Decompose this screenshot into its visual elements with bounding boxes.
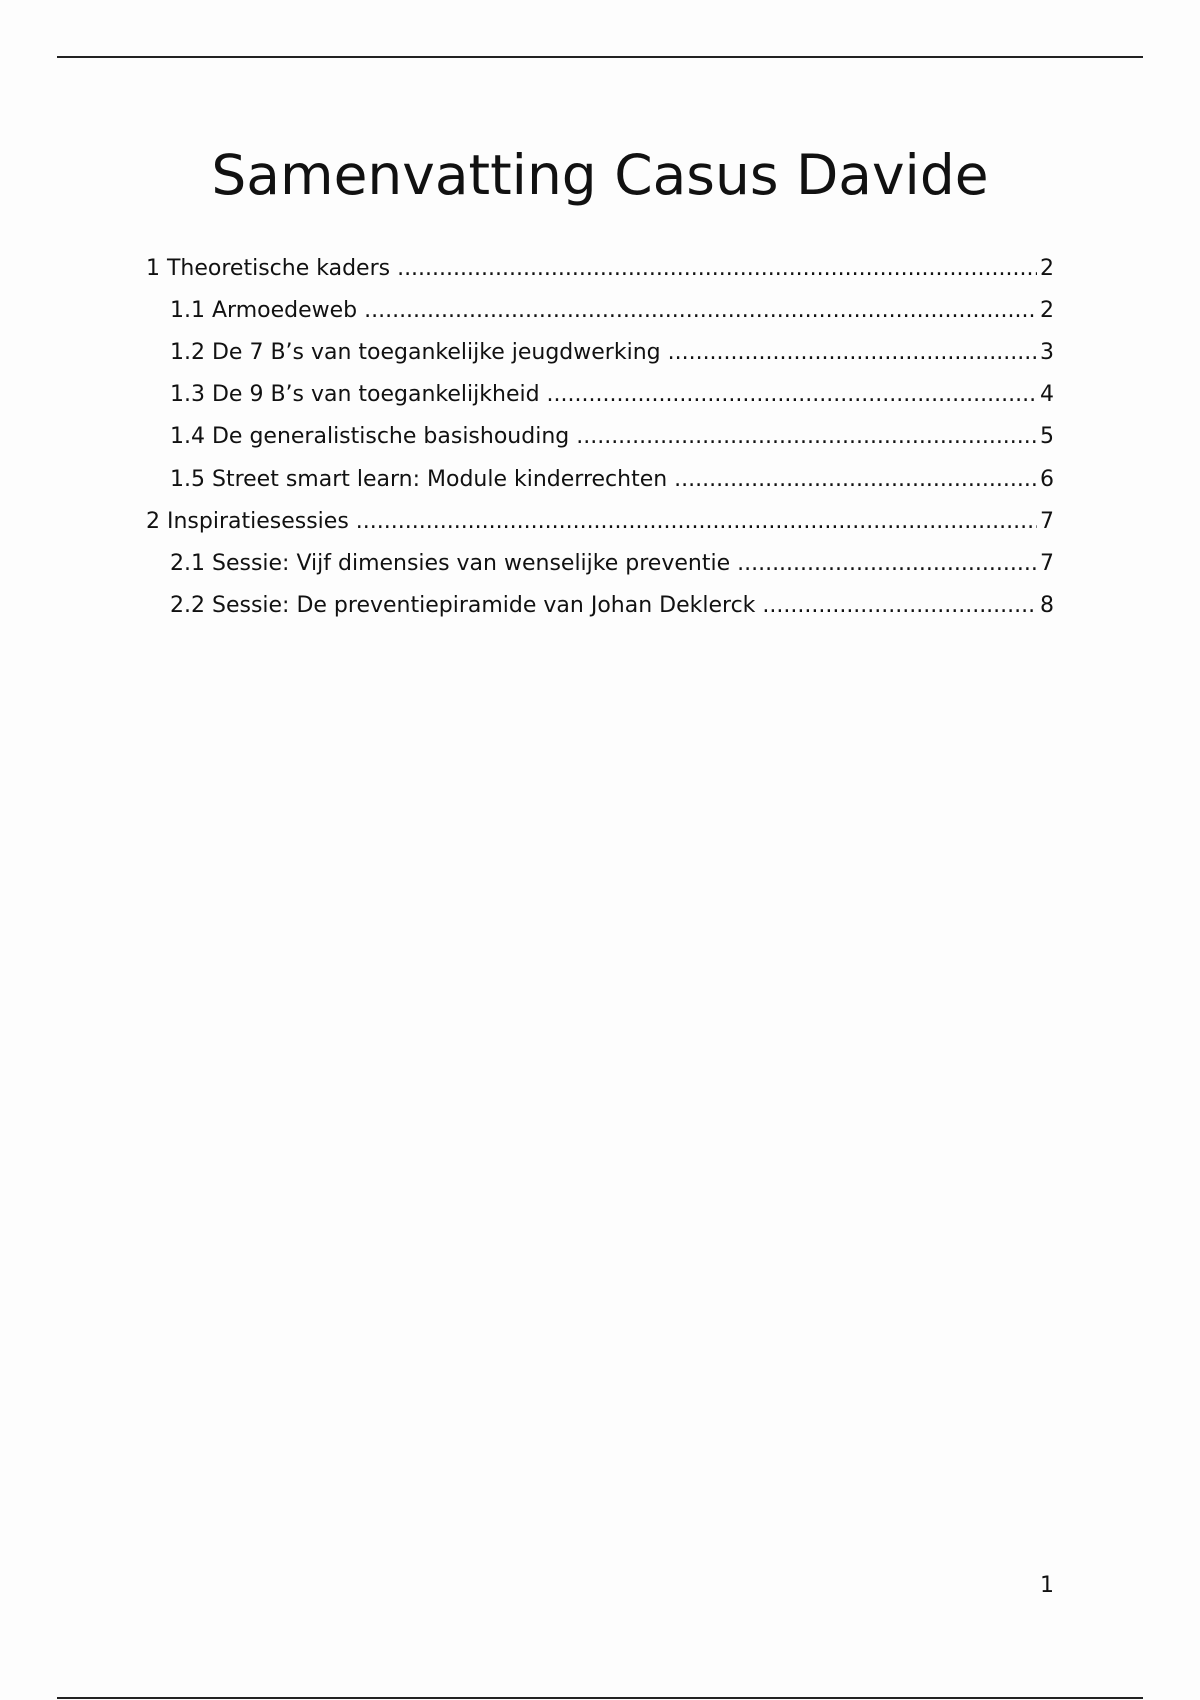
toc-entry-label: 2.1 Sessie: Vijf dimensies van wenselijke preventie ..... (170, 551, 1054, 577)
toc-entry-page: 3 (1037, 340, 1054, 366)
toc-entry[interactable] (146, 509, 1054, 535)
table-of-contents (146, 256, 1054, 635)
toc-entry[interactable] (146, 256, 1054, 282)
toc-entry-page: 4 (1037, 382, 1054, 408)
toc-entry-page: 7 (1037, 551, 1054, 577)
toc-entry[interactable] (146, 340, 1054, 366)
toc-entry-label: 1.5 Street smart learn: Module kinderrechten ..... (170, 467, 1054, 493)
toc-entry-label: 1.3 De 9 B’s van toegankelijkheid ..... (170, 382, 1054, 408)
toc-entry[interactable] (146, 593, 1054, 619)
toc-entry-label: 1.4 De generalistische basishouding ..... (170, 424, 1054, 450)
toc-entry-label: 2 Inspiratiesessies ..... (146, 509, 1054, 535)
page-number: 1 (1040, 1573, 1054, 1598)
toc-entry[interactable] (146, 424, 1054, 450)
toc-entry-label: 1 Theoretische kaders ..... (146, 256, 1054, 282)
document-title: Samenvatting Casus Davide (211, 143, 989, 207)
toc-entry-page: 2 (1037, 256, 1054, 282)
footer-rule (57, 1697, 1143, 1699)
toc-entry-page: 8 (1037, 593, 1054, 619)
toc-entry[interactable] (146, 467, 1054, 493)
toc-entry-page: 2 (1037, 298, 1054, 324)
toc-entry[interactable] (146, 551, 1054, 577)
toc-entry[interactable] (146, 298, 1054, 324)
toc-entry-label: 1.2 De 7 B’s van toegankelijke jeugdwerking ..... (170, 340, 1054, 366)
toc-entry-page: 7 (1037, 509, 1054, 535)
header-rule (57, 56, 1143, 58)
toc-entry-label: 1.1 Armoedeweb ..... (170, 298, 1054, 324)
toc-entry[interactable] (146, 382, 1054, 408)
toc-entry-page: 5 (1037, 424, 1054, 450)
toc-entry-page: 6 (1037, 467, 1054, 493)
toc-entry-label: 2.2 Sessie: De preventiepiramide van Johan Deklerck ..... (170, 593, 1054, 619)
